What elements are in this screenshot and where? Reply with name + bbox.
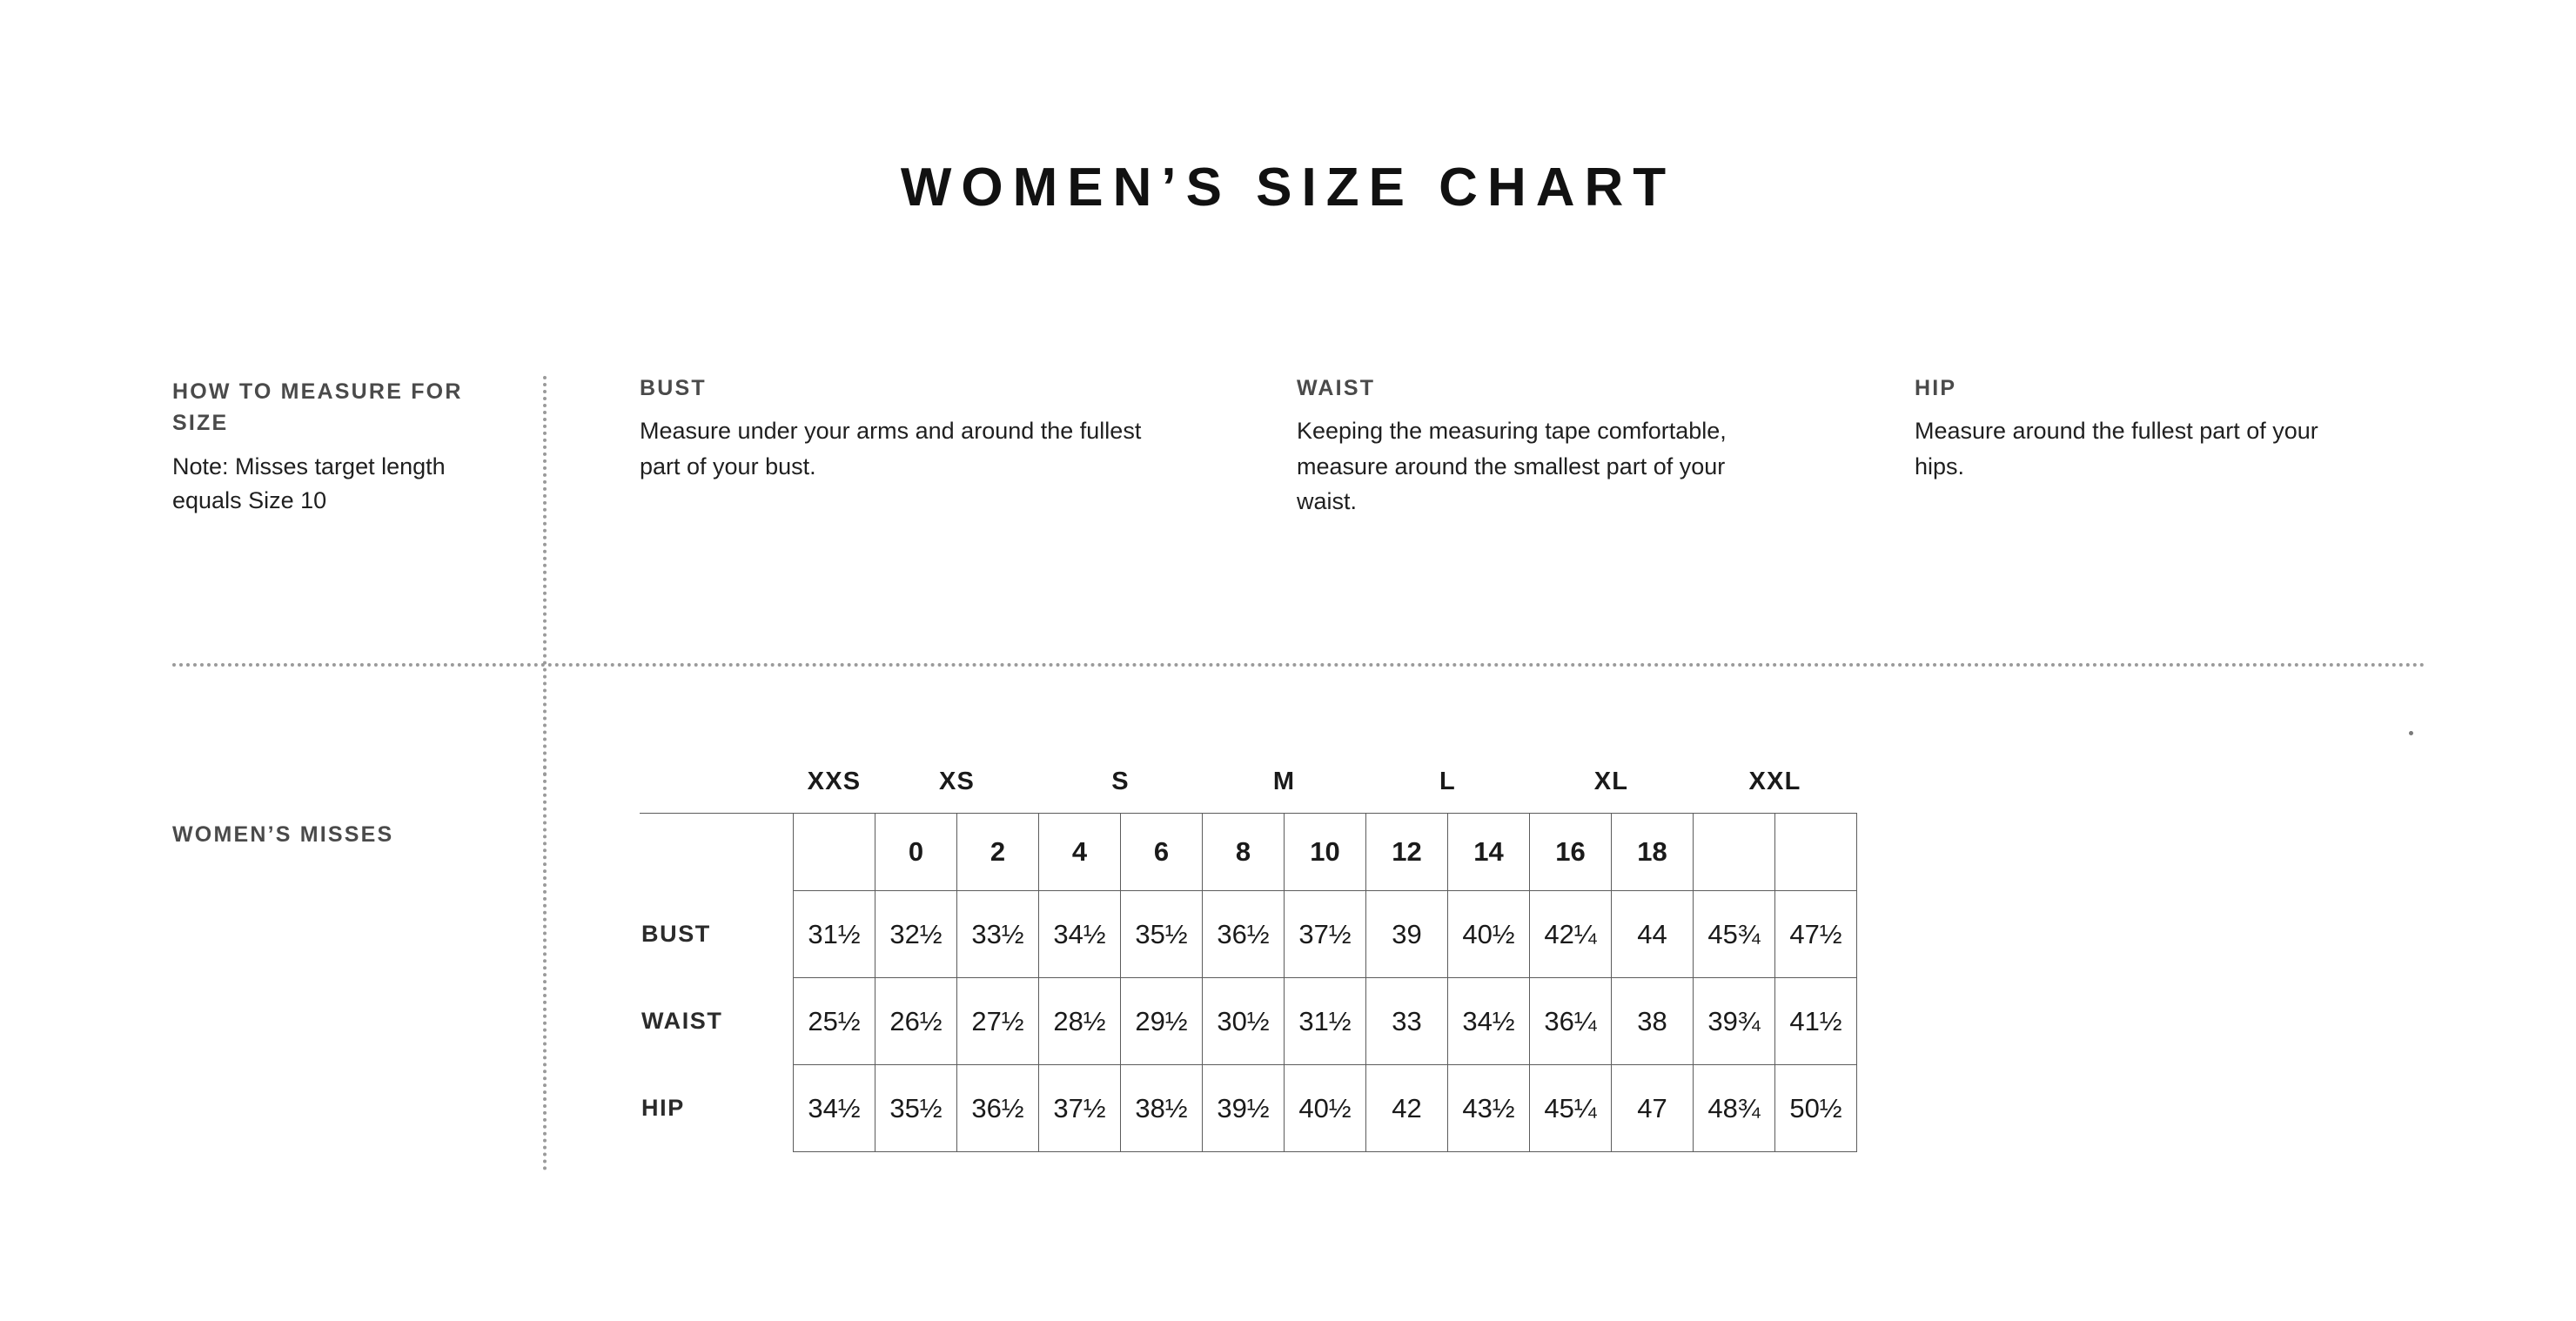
- table-numeric-size-cell: 14: [1448, 814, 1530, 891]
- how-to-measure-heading: HOW TO MEASURE FOR SIZE: [172, 379, 463, 436]
- page-title: WOMEN’S SIZE CHART: [900, 158, 1676, 218]
- definition-waist-body: Keeping the measuring tape comfortable, measure around the smallest part of your waist.: [1297, 418, 1727, 514]
- vertical-dotted-divider: [543, 376, 547, 776]
- table-measurement-cell: 30½: [1203, 978, 1285, 1065]
- table-group-header: XS: [875, 750, 1039, 814]
- table-group-header: L: [1366, 750, 1530, 814]
- table-group-header: M: [1203, 750, 1366, 814]
- table-measurement-cell: 42¼: [1530, 891, 1612, 978]
- table-measurement-cell: 33: [1366, 978, 1448, 1065]
- table-measurement-cell: 34½: [1039, 891, 1121, 978]
- size-table: [640, 750, 1857, 1152]
- how-to-measure-column: [172, 376, 520, 518]
- table-numeric-size-cell: 16: [1530, 814, 1612, 891]
- table-row-label: WAIST: [640, 978, 794, 1065]
- table-measurement-cell: 45¼: [1530, 1065, 1612, 1152]
- table-measurement-cell: 45¾: [1694, 891, 1775, 978]
- table-measurement-cell: 32½: [875, 891, 957, 978]
- table-measurement-cell: 35½: [1121, 891, 1203, 978]
- table-measurement-cell: 47: [1612, 1065, 1694, 1152]
- table-measurement-cell: 47½: [1775, 891, 1857, 978]
- table-measurement-cell: 37½: [1285, 891, 1366, 978]
- how-to-measure-note: Note: Misses target length equals Size 10: [172, 453, 446, 513]
- table-group-header: S: [1039, 750, 1203, 814]
- table-measurement-cell: 38: [1612, 978, 1694, 1065]
- table-measurement-cell: 38½: [1121, 1065, 1203, 1152]
- table-measurement-cell: 36½: [957, 1065, 1039, 1152]
- vertical-dotted-divider-table: [543, 766, 547, 1170]
- table-row-label: HIP: [640, 1065, 794, 1152]
- table-measurement-cell: 43½: [1448, 1065, 1530, 1152]
- table-measurement-cell: 35½: [875, 1065, 957, 1152]
- table-numeric-size-cell: 18: [1612, 814, 1694, 891]
- table-measurement-cell: 29½: [1121, 978, 1203, 1065]
- table-measurement-cell: 27½: [957, 978, 1039, 1065]
- table-measurement-cell: 40½: [1448, 891, 1530, 978]
- table-numeric-size-cell: [794, 814, 875, 891]
- table-measurement-cell: 44: [1612, 891, 1694, 978]
- definition-bust-body: Measure under your arms and around the fullest part of your bust.: [640, 418, 1142, 479]
- table-corner-cell: [640, 750, 794, 814]
- table-measurement-cell: 31½: [1285, 978, 1366, 1065]
- table-row: [640, 891, 1857, 978]
- table-measurement-cell: 39½: [1203, 1065, 1285, 1152]
- table-measurement-cell: 31½: [794, 891, 875, 978]
- table-measurement-cell: 50½: [1775, 1065, 1857, 1152]
- table-row: [640, 1065, 1857, 1152]
- section-label-womens-misses: WOMEN’S MISSES: [172, 822, 394, 847]
- table-measurement-cell: 33½: [957, 891, 1039, 978]
- table-measurement-cell: 40½: [1285, 1065, 1366, 1152]
- definition-bust-heading: BUST: [640, 376, 707, 400]
- definition-hip-heading: HIP: [1915, 376, 1957, 400]
- table-numeric-size-cell: 8: [1203, 814, 1285, 891]
- definition-hip-body: Measure around the fullest part of your hips.: [1915, 418, 2318, 479]
- table-numeric-size-cell: 2: [957, 814, 1039, 891]
- horizontal-dotted-divider: [172, 663, 2426, 667]
- table-numeric-size-cell: 6: [1121, 814, 1203, 891]
- definition-waist: [1297, 376, 1767, 520]
- table-row-label: [640, 814, 794, 891]
- table-measurement-cell: 39¾: [1694, 978, 1775, 1065]
- table-group-header: XXS: [794, 750, 875, 814]
- table-numeric-size-cell: 10: [1285, 814, 1366, 891]
- table-measurement-cell: 41½: [1775, 978, 1857, 1065]
- table-measurement-cell: 25½: [794, 978, 875, 1065]
- table-numeric-size-cell: 4: [1039, 814, 1121, 891]
- table-numeric-size-cell: [1775, 814, 1857, 891]
- table-measurement-cell: 34½: [1448, 978, 1530, 1065]
- table-measurement-cell: 36½: [1203, 891, 1285, 978]
- table-numeric-size-cell: 12: [1366, 814, 1448, 891]
- table-measurement-cell: 26½: [875, 978, 957, 1065]
- table-measurement-cell: 39: [1366, 891, 1448, 978]
- how-to-measure-section: [0, 376, 2576, 602]
- table-numeric-size-cell: 0: [875, 814, 957, 891]
- table-measurement-cell: 28½: [1039, 978, 1121, 1065]
- table-measurement-cell: 42: [1366, 1065, 1448, 1152]
- table-measurement-cell: 37½: [1039, 1065, 1121, 1152]
- table-measurement-cell: 34½: [794, 1065, 875, 1152]
- definition-bust: [640, 376, 1162, 484]
- table-group-header: XXL: [1694, 750, 1857, 814]
- table-group-header-row: [640, 750, 1857, 814]
- table-numeric-size-row: [640, 814, 1857, 891]
- table-row-label: BUST: [640, 891, 794, 978]
- decorative-dot: [2409, 731, 2413, 735]
- table-measurement-cell: 36¼: [1530, 978, 1612, 1065]
- table-row: [640, 978, 1857, 1065]
- table-numeric-size-cell: [1694, 814, 1775, 891]
- definition-waist-heading: WAIST: [1297, 376, 1376, 400]
- table-group-header: XL: [1530, 750, 1694, 814]
- table-measurement-cell: 48¾: [1694, 1065, 1775, 1152]
- definition-hip: [1915, 376, 2367, 484]
